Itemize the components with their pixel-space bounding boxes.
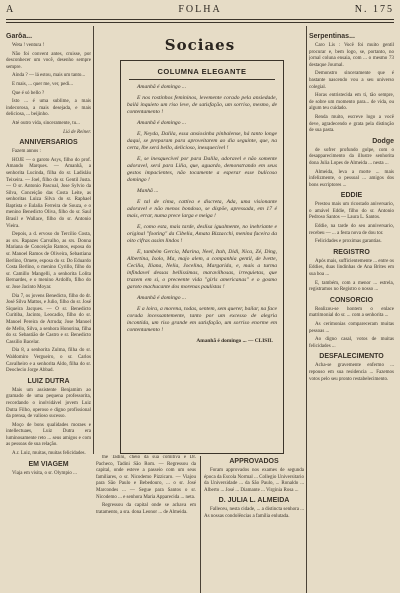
consorcio-text: Realizou-se hontem o enlace matrimonial do sr. ... com a senhorita ... [309, 306, 394, 319]
registro-text: Após mais, sufficientemente ... entre os Eddies, duas lindinhas de Ana Brites em sua boa ... [309, 258, 394, 278]
poem-paragraph: E, se inesquecível por para Dalila, adoravel e não somente adoravel, será para Lilia, que, aguardo, demonstrando em seus gestos impacientes, não tocamente a esperar esse bulicoso domingo ! [127, 156, 277, 183]
d-julia-heading: D. JULIA L. ALMEIDA [218, 497, 290, 505]
masthead [6, 4, 394, 16]
desfalecimento-text: Acha-se gravemente enfermo ... repouso em sua residencia ... Fazemos votos pelo seu pronto restabelecimento. [309, 363, 394, 382]
masthead-rule-thin [6, 22, 394, 23]
poem-paragraph: E a loira, a morena, todas, sentem, sem querer, bailar, na face corada incessantemente, tanto por um excesso de alegria incontida, um riso grande em satisfação, um sorriso enorme em contentamento ! [127, 306, 277, 333]
masthead-rule [6, 19, 394, 20]
garoa-line: Ainda ? — lá estou, mais um tanto... [12, 73, 86, 79]
travel-notes-text: Regressou da capital onde se achava em tratamento, a sra. dona Leonor ... de Almeida. [96, 503, 196, 515]
serpentinas-text: Horas entristecida em ti, tão sempre, de sobre um momento para... de vida, ou algum teu cuidado. [309, 93, 394, 112]
poem-paragraph: E, Neyda, Dalila, essa ansiosinha pinbalense, há tanto longe daqui, se preparam para aproveitarem ao dia seguinte, que, na certa, lhe será bello, delicioso, inesquecível ! [127, 131, 277, 151]
masthead-title: FOLHA [178, 4, 222, 15]
garoa-line: Isto ... é uma sublime, a mais indecorosa, a mais desejada, e mais deliciosa, ... beijinho. [6, 99, 91, 118]
consorcio-text: Ao digno casal, votos de muitas felicidades ... [309, 337, 394, 349]
column-divider [93, 26, 94, 454]
dodge-heading: Dodge [372, 137, 394, 145]
eddie-text: Eddie, na tarde do seu anniversario, recebeu — ... a festa nova de dou tor. [309, 224, 394, 236]
garoa-line: Que é só bello ? [12, 90, 45, 96]
left-column [6, 30, 91, 593]
poem-paragraph: Manhã ... [137, 188, 159, 194]
poem-body [121, 84, 283, 345]
registro-text: E, também, com a menor ... estrela, registramos no Registro o nosso ... [309, 280, 394, 293]
middle-bottom-area [96, 455, 305, 593]
anniversaries-text: Dia 8, a senhorita Zulma, filha do sr. Waldomiro Vergueiro, o sr. Carlos Cavalheiro e a senhorita Aldo, filha do sr. Deoclecio Jorge Abbad. [6, 348, 91, 374]
poem-paragraph: Amanhã é domingo ... [137, 295, 187, 301]
anniversaries-intro: Fazem annos : [12, 149, 41, 155]
anniversaries-heading: ANNIVERSARIOS [19, 139, 78, 147]
masthead-left: A [6, 4, 16, 15]
serpentinas-text: Caro Lis : Você foi muito gentil procurar e, bem logo, se, portanto, no jornal coluna ensaia, com ... o mesmo 73 destaque Journal. [309, 43, 394, 68]
poem-paragraph: E tal de cima, cattiva e discreta, Ada, uma visionante adoravel e não menos bondoso, se dispõe, apressada, em 17 é mais, errar, numa prece larga e meiga ! [127, 199, 277, 219]
d-julia-text: Falleceu, nesta cidade, ... a distincta senhora ... As nossas condolências a família enlutada. [204, 507, 304, 519]
dodge-text: Almeida, leva a morte ... mais infelizmente, o pessoal ... amigos dos bons escriptores ... [309, 169, 394, 188]
garoa-heading: Garôa... [6, 33, 33, 40]
approvados-heading: APPROVADOS [229, 458, 279, 465]
serpentinas-text: Renda muito, escreve logo a você deve, agradecendo e grata pela distinção de sua pasta. [309, 114, 394, 134]
serpentinas-heading: Serpentinas... [309, 33, 355, 40]
eddie-text: Felicidades e proximas garantias. [315, 239, 382, 245]
column-divider [306, 26, 307, 593]
eddie-text: Prestou mais um ricostado aniversario, o amável Eddie, filho do sr. Antonio Pedroso Santos — Laura L. Santos. [309, 202, 394, 221]
garoa-line: Não foi convent antes, cruisse, por desconhecer um você, desenho sempre sempre. [6, 51, 91, 70]
garoa-line: E mais, ... quer me, ver, pedi... [12, 81, 74, 87]
sociaes-heading: Sociaes [164, 36, 236, 54]
garoa-line: Weta ! ventura ! [12, 43, 45, 48]
right-column [309, 30, 394, 593]
poem-paragraph: E, como esta, mais tarde, deslisa igualmente, no inebriante e original "footing" da Cibelia, Amata Bizzacchi, menina faceira da oito cifras assim lindos ! [127, 224, 277, 244]
approvados-text: Foram approvados nos exames de segunda época da Escola Normal ... Collegio Universitario da Universidade ... da São Paulo, ... Ronaldo ... Alberto ... José ... Diamante ... Virginia Rosa ... [204, 468, 304, 493]
poem-paragraph: E, também Gercia, Marina, Neel, Itah, Didi, Nica, Zé, Ding, Albertina, Isolo, Ma, majo alem, a companhia gentil, de Ivette, Cecilia, Iliana, Nelia, Jocelina, Margarida, e, mais a turma infindavel dessas bellissimas, maravilhosas, irrequietas, que trazem em si, o preceente vida "girls americanas" e o gosmo garoto machucante dos morenas paulistas ! [127, 249, 277, 290]
em-viagem-text: Viaja em visita, o sr. Olympio ... [12, 470, 77, 476]
travel-notes-text: the Tadini, cheio da sua comitiva e Dr. Pacheco, Tadini São Rom. — Regressou da capital, onde esteve a passeio com um seus familiares, o sr. Nicodemo Pizzicaro. — Viajou para São Paulo e Bebedouro, ... o sr. José Marcondes ... — Segue para Santos o sr. Nicodemo ... e senhora Maria Apparecida ... neta. [96, 455, 196, 500]
luiz-dutra-heading: LUIZ DUTRA [27, 377, 70, 385]
poem-signature: Amanhã é domingo ... — CLISIL [196, 338, 273, 344]
dodge-text: de sofrer profundo golpe, com o desapparecimento da illustre senhorita dona Julia Lopes de Almeida ... nesta ... [309, 147, 394, 166]
anniversaries-text: HOJE — o garoto Asys, filho do prof. Amando Marques. — Amanhã, a senhorita Lucinda, filha do sr. Ladisláu Teixeira. — Joel, filho do sr. Gentil Justa. — O sr. Antonio Pascoal, Jose Sylvio da Silva, Conceição das Costa Leite, as senhoritas Luiza Silva do sr. Raphael Baptista e Eulalia Ferreira de Souza, e o menino Benedicto Oliva, filho do sr. Saul Brasil e Wallace, filho do sr. Antonio Vieira. [6, 157, 91, 229]
travel-notes-column [96, 455, 196, 518]
luiz-dutra-text: Moço de bons qualidades moraes e intellectuaes, Luiz Dutra era luminosamente reto ... seus amigos e com as pessoas de sua relação. [6, 422, 91, 448]
poem-paragraph: E nos rostinhos femininos, levemente corado pela ansiedade, bailá inquieto um riso leve, de satisfação, um sorriso, mesmo, de contentamento ! [127, 95, 277, 115]
approvados-column [204, 455, 304, 523]
garoa-signature: Liá de Reiner. [63, 129, 91, 135]
anniversaries-text: Dia 7, os jovens Benedicto, filho do dr. José Silva Mattos, e Julio, filho do sr. José Siqueira Jacques. — O sr. Benedicto Curitiba, Jacinto, Leocadio, filho do sr. Manoel Pereira de Arruda; Jose Manoel de Mello, Silva, a senhora Honorina, filha do sr. Sebastião de Castro e sr. Benedicto Cassilio Bacelar. [6, 293, 91, 345]
registro-heading: REGISTRO [333, 248, 370, 256]
consorcio-text: As cerimonias compareceram muitas pessoas ... [309, 322, 394, 334]
luiz-dutra-text: Mais um assistente Benjamim ao gramado de uma pequena professorita, recordando o inolvidável jovem Luiz Dutra Filho, operoso e digno profissional da prensa, de valioso sucesso. [6, 387, 91, 420]
em-viagem-heading: EM VIAGEM [28, 460, 69, 468]
poem-paragraph: Amanhã é domingo ... [137, 84, 187, 90]
page-number: N. 175 [354, 4, 394, 15]
poem-title-rule [129, 79, 275, 80]
garoa-line: Até outro vida, sinceramente, tu... [12, 120, 80, 126]
columna-elegante-box [120, 60, 284, 454]
anniversaries-text: Depois, a d. ervoso do Tercilio Costa, as srs. Rapazes Carvalho, as srs. Donna Mariana de Conceição Ramos, esposa do sr. Manoel Ramos de Oliveira, Sebastiana Berlino, Omete, esposa do sr. Do Eduardo Costa Berlino, o menino Cyrillo, filho do sr. Camillo Mangelli, a senhorita Lolita Bernardes, e o menino Ardolfo, filho do sr. Jose Jacinto Moyar. [6, 232, 91, 290]
luiz-dutra-text: A.r. Luiz, muitas, muitas felicidades. [12, 451, 86, 457]
desfalecimento-heading: DESFALECIMENTO [319, 353, 384, 361]
eddie-heading: EDDIE [340, 192, 363, 200]
consorcio-heading: CONSORCIO [329, 296, 374, 304]
poem-paragraph: Amanhã é domingo ... [137, 120, 187, 126]
poem-title: COLUMNA ELEGANTE [157, 67, 247, 76]
serpentinas-text: Demonstro sinceramente que é bastante nascendo vou a seu universo colegial. [309, 71, 394, 90]
